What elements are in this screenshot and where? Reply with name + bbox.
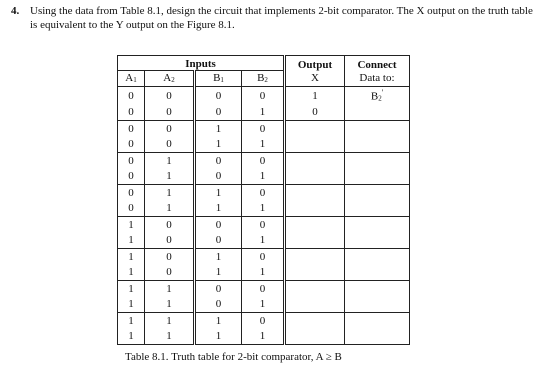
cell-a1: 0 bbox=[118, 153, 145, 169]
cell-a2: 1 bbox=[145, 169, 195, 185]
cell-a2: 0 bbox=[145, 137, 195, 153]
cell-b2: 0 bbox=[242, 121, 285, 137]
table-row bbox=[118, 217, 410, 233]
cell-connect bbox=[345, 233, 410, 249]
cell-a1: 0 bbox=[118, 169, 145, 185]
cell-x bbox=[285, 249, 345, 265]
cell-b1: 0 bbox=[195, 153, 242, 169]
table-row bbox=[118, 201, 410, 217]
cell-x bbox=[285, 169, 345, 185]
table-row bbox=[118, 329, 410, 345]
table-row bbox=[118, 281, 410, 297]
cell-x bbox=[285, 329, 345, 345]
cell-a2: 1 bbox=[145, 201, 195, 217]
cell-b1: 0 bbox=[195, 233, 242, 249]
cell-b2: 1 bbox=[242, 201, 285, 217]
cell-a1: 1 bbox=[118, 217, 145, 233]
cell-a2: 0 bbox=[145, 249, 195, 265]
cell-connect: $B_2'$ bbox=[345, 87, 410, 105]
table-row bbox=[118, 185, 410, 201]
cell-a2: 1 bbox=[145, 281, 195, 297]
cell-b2: 1 bbox=[242, 137, 285, 153]
cell-a2: 0 bbox=[145, 265, 195, 281]
cell-connect bbox=[345, 185, 410, 201]
col-b2-header: $B_2$ bbox=[242, 71, 285, 87]
cell-connect bbox=[345, 249, 410, 265]
cell-x bbox=[285, 185, 345, 201]
cell-x bbox=[285, 297, 345, 313]
table-row bbox=[118, 105, 410, 121]
cell-b1: 0 bbox=[195, 105, 242, 121]
cell-b1: 1 bbox=[195, 249, 242, 265]
cell-a2: 0 bbox=[145, 233, 195, 249]
table-row bbox=[118, 297, 410, 313]
question-number: 4. bbox=[11, 5, 20, 17]
cell-x: 0 bbox=[285, 105, 345, 121]
cell-a2: 1 bbox=[145, 329, 195, 345]
table-row bbox=[118, 233, 410, 249]
cell-a2: 0 bbox=[145, 121, 195, 137]
table-row bbox=[118, 87, 410, 105]
table-caption: Table 8.1. Truth table for 2-bit comparator, A ≥ B bbox=[125, 351, 342, 363]
cell-b1: 0 bbox=[195, 87, 242, 105]
cell-b2: 0 bbox=[242, 217, 285, 233]
cell-connect bbox=[345, 121, 410, 137]
cell-b2: 1 bbox=[242, 233, 285, 249]
cell-b1: 1 bbox=[195, 265, 242, 281]
cell-connect bbox=[345, 281, 410, 297]
table-row bbox=[118, 249, 410, 265]
cell-a2: 1 bbox=[145, 153, 195, 169]
table-row bbox=[118, 153, 410, 169]
col-a2-header: $A_2$ bbox=[145, 71, 195, 87]
truth-table-body bbox=[118, 87, 410, 345]
cell-a1: 0 bbox=[118, 121, 145, 137]
table-row bbox=[118, 313, 410, 329]
cell-connect bbox=[345, 329, 410, 345]
table-row bbox=[118, 265, 410, 281]
cell-connect bbox=[345, 153, 410, 169]
cell-a2: 0 bbox=[145, 87, 195, 105]
cell-x bbox=[285, 233, 345, 249]
col-b1-header: $B_1$ bbox=[195, 71, 242, 87]
table-row bbox=[118, 169, 410, 185]
cell-a2: 0 bbox=[145, 217, 195, 233]
cell-x bbox=[285, 217, 345, 233]
cell-connect bbox=[345, 169, 410, 185]
cell-a1: 1 bbox=[118, 265, 145, 281]
cell-a1: 1 bbox=[118, 249, 145, 265]
cell-b2: 1 bbox=[242, 265, 285, 281]
cell-a2: 1 bbox=[145, 297, 195, 313]
cell-b2: 0 bbox=[242, 153, 285, 169]
cell-b2: 1 bbox=[242, 329, 285, 345]
cell-connect bbox=[345, 297, 410, 313]
cell-b2: 1 bbox=[242, 105, 285, 121]
cell-a1: 0 bbox=[118, 185, 145, 201]
cell-a1: 1 bbox=[118, 233, 145, 249]
cell-b2: 0 bbox=[242, 313, 285, 329]
cell-b2: 1 bbox=[242, 169, 285, 185]
cell-x bbox=[285, 313, 345, 329]
cell-b2: 0 bbox=[242, 185, 285, 201]
cell-connect bbox=[345, 105, 410, 121]
cell-b1: 1 bbox=[195, 137, 242, 153]
connect-value: B bbox=[370, 90, 379, 103]
cell-a1: 1 bbox=[118, 329, 145, 345]
cell-connect bbox=[345, 201, 410, 217]
cell-a2: 1 bbox=[145, 313, 195, 329]
cell-a1: 1 bbox=[118, 297, 145, 313]
cell-a1: 1 bbox=[118, 281, 145, 297]
cell-b1: 1 bbox=[195, 121, 242, 137]
cell-b2: 0 bbox=[242, 87, 285, 105]
cell-a1: 1 bbox=[118, 313, 145, 329]
truth-table bbox=[117, 55, 410, 345]
cell-a1: 0 bbox=[118, 105, 145, 121]
table-row bbox=[118, 137, 410, 153]
cell-b1: 0 bbox=[195, 169, 242, 185]
cell-b1: 1 bbox=[195, 329, 242, 345]
cell-b1: 0 bbox=[195, 281, 242, 297]
cell-connect bbox=[345, 313, 410, 329]
connect-header: Connect bbox=[345, 56, 410, 71]
col-x-header: X bbox=[285, 71, 345, 87]
question-text: Using the data from Table 8.1, design the circuit that implements 2-bit comparator. The X output on the truth table is equivalent to the Y output on the Figure 8.1. bbox=[30, 5, 533, 31]
cell-a1: 0 bbox=[118, 201, 145, 217]
output-header: Output bbox=[285, 56, 345, 71]
cell-a1: 0 bbox=[118, 137, 145, 153]
cell-b1: 0 bbox=[195, 217, 242, 233]
cell-b1: 0 bbox=[195, 297, 242, 313]
cell-x bbox=[285, 265, 345, 281]
cell-b2: 1 bbox=[242, 297, 285, 313]
cell-b2: 0 bbox=[242, 249, 285, 265]
cell-x bbox=[285, 121, 345, 137]
inputs-header: Inputs bbox=[118, 56, 285, 71]
cell-a2: 0 bbox=[145, 105, 195, 121]
cell-b1: 1 bbox=[195, 185, 242, 201]
cell-x bbox=[285, 153, 345, 169]
cell-a2: 1 bbox=[145, 185, 195, 201]
cell-connect bbox=[345, 217, 410, 233]
table-row bbox=[118, 121, 410, 137]
cell-connect bbox=[345, 265, 410, 281]
cell-b1: 1 bbox=[195, 201, 242, 217]
cell-a1: 0 bbox=[118, 87, 145, 105]
cell-x bbox=[285, 281, 345, 297]
cell-b2: 0 bbox=[242, 281, 285, 297]
cell-x: 1 bbox=[285, 87, 345, 105]
cell-x bbox=[285, 201, 345, 217]
cell-b1: 1 bbox=[195, 313, 242, 329]
cell-x bbox=[285, 137, 345, 153]
col-connect-header: Data to: bbox=[345, 71, 410, 87]
cell-connect bbox=[345, 137, 410, 153]
col-a1-header: $A_1$ bbox=[118, 71, 145, 87]
